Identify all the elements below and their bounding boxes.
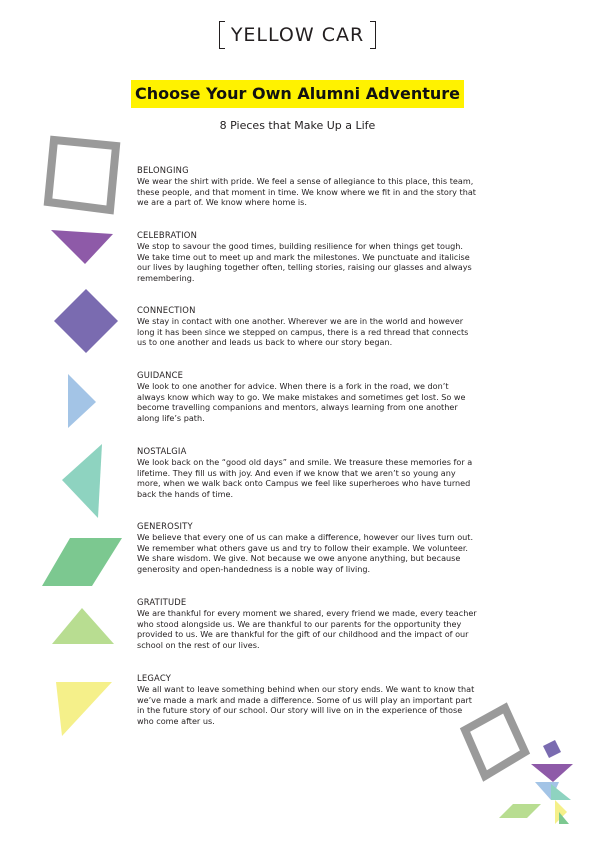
- section-text: We stay in contact with one another. Wherever we are in the world and however long it has been since we stepped on campus, there is a red thread that connects us to one another and leads us back to where our story began.: [137, 316, 469, 348]
- section-text: We believe that every one of us can make a difference, however our lives turn out. We remember what others gave us and try to follow their example. We volunteer. We share wisdom. We give. Not because we owe anyone anything, but because generosity and open-handedness is a noble way of living.: [137, 532, 474, 574]
- section-celebration: [137, 230, 477, 283]
- section-guidance: [137, 370, 477, 423]
- parallelogram-icon: [38, 532, 126, 592]
- section-connection: [137, 305, 477, 348]
- tangram-figure-icon: [455, 700, 585, 830]
- section-heading: LEGACY: [137, 673, 172, 683]
- section-nostalgia: [137, 446, 477, 499]
- purple-triangle-icon: [45, 224, 117, 268]
- section-belonging: [137, 165, 477, 208]
- blue-triangle-icon: [58, 370, 106, 434]
- section-text: We all want to leave something behind when our story ends. We want to know that we’ve made a mark and made a difference. Some of us will play an important part in the future story of our school. Our story will live on in the experience of those who come after us.: [137, 684, 475, 726]
- page-title: Choose Your Own Alumni Adventure: [131, 80, 464, 108]
- section-text: We wear the shirt with pride. We feel a sense of allegiance to this place, this team, these people, and that moment in time. We know where we fit in and the story that we are a part of. We know where home is.: [137, 176, 476, 208]
- section-heading: BELONGING: [137, 165, 189, 175]
- yellow-triangle-icon: [50, 676, 118, 742]
- section-text: We look to one another for advice. When there is a fork in the road, we don’t always know which way to go. We make mistakes and sometimes get lost. So we become travelling companions and mentors, always learning from one another along life’s path.: [137, 381, 466, 423]
- section-heading: GRATITUDE: [137, 597, 187, 607]
- section-generosity: [137, 521, 477, 574]
- section-text: We stop to savour the good times, building resilience for when things get tough. We take time out to meet up and mark the milestones. We punctuate and italicise our lives by laughing together often, telling stories, raising our glasses and always remembering.: [137, 241, 472, 283]
- section-text: We look back on the “good old days” and smile. We treasure these memories for a lifetime. They fill us with joy. And even if we know that we aren’t so young any more, when we walk back onto Campus we feel like superheroes who have turned back the hands of time.: [137, 457, 473, 499]
- brand-header: [0, 18, 595, 52]
- section-heading: CONNECTION: [137, 305, 196, 315]
- section-heading: GENEROSITY: [137, 521, 193, 531]
- section-legacy: [137, 673, 477, 726]
- diamond-icon: [46, 285, 126, 357]
- brand-logo: YELLOW CAR: [219, 18, 376, 52]
- page-subtitle: 8 Pieces that Make Up a Life: [219, 119, 376, 132]
- title-wrap: [0, 80, 595, 108]
- section-heading: GUIDANCE: [137, 370, 184, 380]
- section-text: We are thankful for every moment we shared, every friend we made, every teacher who stood alongside us. We are thankful to our parents for the opportunity they provided to us. We are thankful for the gift of our childhood and the impact of our school on the rest of our lives.: [137, 608, 477, 650]
- section-heading: CELEBRATION: [137, 230, 198, 240]
- green-triangle-icon: [48, 604, 118, 650]
- section-heading: NOSTALGIA: [137, 446, 187, 456]
- teal-triangle-icon: [56, 440, 112, 524]
- section-gratitude: [137, 597, 477, 650]
- square-outline-icon: [38, 132, 128, 218]
